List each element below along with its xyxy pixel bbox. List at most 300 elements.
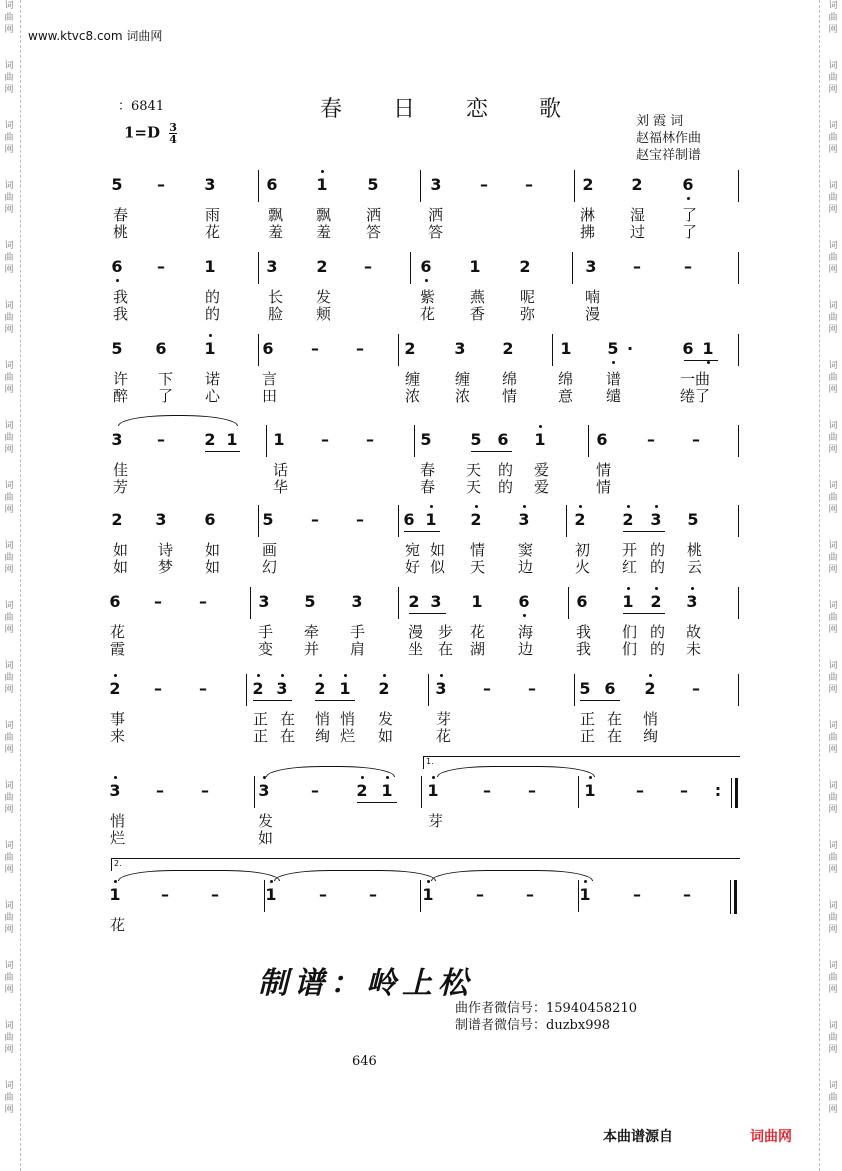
note: – [526,885,534,904]
barline [738,505,739,537]
watermark-mark: 词 曲 网 [828,1081,838,1115]
lyric-syllable: 如 [205,541,221,559]
lyric-syllable: 正 [253,727,269,745]
barline [398,587,399,619]
barline [258,170,259,202]
right-border-line [819,0,820,1171]
note: – [369,885,377,904]
lyric-syllable: 悄 [340,710,356,728]
note: – [480,175,488,194]
note: – [319,885,327,904]
lyric-syllable: 悄 [315,710,331,728]
lyric-syllable: 花 [420,305,436,323]
high-octave-dot [321,170,324,173]
lyric-syllable: 春 [420,461,436,479]
watermark-mark: 词 曲 网 [4,1021,14,1055]
lyric-syllable: 绵 [558,370,574,388]
note: 2 [502,339,514,358]
lyric-syllable: 红 [622,558,638,576]
lyric-syllable: 缱 [606,387,622,405]
lyric-syllable: 如 [430,541,446,559]
eighth-underline [205,451,240,452]
lyric-syllable: 情 [596,461,612,479]
watermark-mark: 词 曲 网 [4,121,14,155]
lyric-syllable: 窦 [518,541,534,559]
note: 1 [422,885,434,904]
note: – [633,885,641,904]
lyric-syllable: 手 [350,623,366,641]
lyric-syllable: 漫 [408,623,424,641]
lyric-syllable: 洒 [366,206,382,224]
high-octave-dot [209,334,212,337]
note: 1 [316,175,328,194]
lyric-syllable: 悄 [643,710,659,728]
note: 3 [109,781,121,800]
lyric-syllable: 如 [258,829,274,847]
note: 2 [622,510,634,529]
low-octave-dot [425,279,428,282]
barline [420,170,421,202]
note: 1 [469,257,481,276]
note: – [476,885,484,904]
lyric-syllable: 霞 [110,640,126,658]
eighth-underline [684,360,718,361]
note: 1 [339,679,351,698]
note: 6 [596,430,608,449]
low-octave-dot [707,361,710,364]
watermark-mark: 词 曲 网 [4,901,14,935]
note: 5 [262,510,274,529]
key-label: 1=D [124,123,161,142]
note: – [311,781,319,800]
high-octave-dot [430,505,433,508]
engraver-signature: 制谱：岭上松 [258,966,474,1001]
note: 2 [111,510,123,529]
time-signature [169,122,177,145]
lyric-syllable: 过 [630,223,646,241]
watermark-mark: 词 曲 网 [4,1081,14,1115]
lyric-syllable: 芽 [428,812,444,830]
lyric-syllable: 雨 [205,206,221,224]
note: – [364,257,372,276]
barline [738,170,739,202]
lyric-syllable: 飘 [316,206,332,224]
note: – [528,679,536,698]
lyric-syllable: 绚 [315,727,331,745]
note: 5 [111,175,123,194]
note: 6 [204,510,216,529]
watermark-mark: 词 曲 网 [828,1021,838,1055]
lyric-syllable: 故 [686,623,702,641]
lyric-syllable: 变 [258,640,274,658]
watermark-mark: 词 曲 网 [4,781,14,815]
lyric-syllable: 我 [576,640,592,658]
note: 5 [111,339,123,358]
high-octave-dot [523,505,526,508]
high-octave-dot [627,587,630,590]
lyric-syllable: 的 [205,305,221,323]
barline [566,505,567,537]
lyric-syllable: 喃 [585,288,601,306]
note: 6 [111,257,123,276]
lyric-syllable: 的 [650,623,666,641]
note: – [311,339,319,358]
note: – [157,430,165,449]
note: – [199,592,207,611]
lyric-syllable: 发 [316,288,332,306]
slur [118,870,280,881]
credits [636,113,701,164]
watermark-mark: 词 曲 网 [4,541,14,575]
barline [414,425,415,457]
lyric-syllable: 紫 [420,288,436,306]
note: 6 [109,592,121,611]
note: 2 [109,679,121,698]
lyric-syllable: 梦 [158,558,174,576]
high-octave-dot [691,587,694,590]
lyric-syllable: 事 [110,710,126,728]
note: 6 [262,339,274,358]
lyric-syllable: 天 [470,558,486,576]
note: 1 [425,510,437,529]
lyric-syllable: 诗 [158,541,174,559]
lyric-syllable: 呢 [520,288,536,306]
note: – [311,510,319,529]
note: – [154,679,162,698]
note: 3 [686,592,698,611]
eighth-underline [315,700,355,701]
note: – [683,885,691,904]
lyric-syllable: 如 [205,558,221,576]
high-octave-dot [539,425,542,428]
lyric-syllable: 如 [113,558,129,576]
note: 1 [109,885,121,904]
eighth-underline [253,700,292,701]
note: – [157,257,165,276]
note: 2 [582,175,594,194]
lyric-syllable: 脸 [268,305,284,323]
final-barline-thick [734,880,737,914]
low-octave-dot [523,614,526,617]
lyric-syllable: 香 [470,305,486,323]
note: 5 [304,592,316,611]
lyric-syllable: 发 [378,710,394,728]
barline [574,170,575,202]
lyric-syllable: 坐 [408,640,424,658]
barline [552,334,553,366]
barline [738,425,739,457]
note: 6 [682,175,694,194]
lyric-syllable: 了 [682,223,698,241]
barline [738,587,739,619]
note: – [692,430,700,449]
barline [421,776,422,808]
note: – [647,430,655,449]
watermark-mark: 词 曲 网 [4,361,14,395]
lyric-syllable: 如 [113,541,129,559]
barline [250,587,251,619]
lyric-syllable: 的 [498,478,514,496]
eighth-underline [623,531,665,532]
lyric-syllable: 情 [502,387,518,405]
barline [258,334,259,366]
note: 6 [420,257,432,276]
repeat-barline-thin [731,778,732,808]
lyric-syllable: 弥 [520,305,536,323]
lyric-syllable: 爱 [534,478,550,496]
lyric-syllable: 燕 [470,288,486,306]
watermark-mark: 词 曲 网 [828,61,838,95]
watermark-mark: 词 曲 网 [4,301,14,335]
lyric-syllable: 烂 [110,829,126,847]
eighth-underline [623,613,665,614]
time-numerator: 3 [169,121,177,134]
high-octave-dot [432,776,435,779]
lyric-syllable: 春 [420,478,436,496]
lyric-syllable: 许 [113,370,129,388]
lyric-syllable: 烂 [340,727,356,745]
lyric-syllable: 肩 [350,640,366,658]
note: 1 [579,885,591,904]
key-signature [124,122,177,145]
lyric-syllable: 下 [158,370,174,388]
note: 1 [204,257,216,276]
lyric-syllable: 芳 [113,478,129,496]
note: – [157,175,165,194]
high-octave-dot [319,674,322,677]
lyric-syllable: 了 [158,387,174,405]
lyric-syllable: 好 [405,558,421,576]
lyric-syllable: 飘 [268,206,284,224]
lyric-syllable: 田 [262,387,278,405]
lyric-syllable: 并 [304,640,320,658]
lyric-syllable: 浓 [455,387,471,405]
lyric-syllable: 海 [518,623,534,641]
lyric-syllable: 在 [438,640,454,658]
high-octave-dot [344,674,347,677]
lyric-syllable: 的 [650,558,666,576]
note: 1 [427,781,439,800]
slur [266,766,395,777]
lyric-syllable: 悄 [110,812,126,830]
note: 3 [430,175,442,194]
page-number: 646 [352,1054,377,1069]
lyric-syllable: 芽 [436,710,452,728]
note: – [356,339,364,358]
note: 6 [682,339,694,358]
lyric-syllable: 如 [378,727,394,745]
lyric-syllable: 我 [113,288,129,306]
note: 3 [111,430,123,449]
time-denominator: 4 [169,133,177,146]
note: 1 [584,781,596,800]
barline [568,587,569,619]
lyric-syllable: 初 [575,541,591,559]
song-code: ：6841 [118,99,165,114]
lyric-syllable: 火 [575,558,591,576]
lyric-syllable: 羞 [316,223,332,241]
high-octave-dot [114,880,117,883]
lyric-syllable: 手 [258,623,274,641]
watermark-mark: 词 曲 网 [828,781,838,815]
note: 2 [314,679,326,698]
lyric-syllable: 颊 [316,305,332,323]
barline [572,252,573,284]
eighth-underline [580,700,620,701]
lyric-syllable: 花 [110,623,126,641]
note: 2 [356,781,368,800]
note: 2 [519,257,531,276]
watermark-mark: 词 曲 网 [828,1,838,35]
note: 5 [687,510,699,529]
note: 1 [265,885,277,904]
note: 3 [650,510,662,529]
note: 1 [702,339,714,358]
note: 1 [381,781,393,800]
eighth-underline [409,613,446,614]
source-label: 本曲谱源自 [603,1129,673,1145]
watermark-mark: 词 曲 网 [4,421,14,455]
watermark-mark: 词 曲 网 [4,1,14,35]
lyric-syllable: 的 [650,640,666,658]
lyric-syllable: 谱 [606,370,622,388]
note: 3 [454,339,466,358]
lyric-syllable: 似 [430,558,446,576]
final-barline-thin [730,880,731,914]
note: 3 [276,679,288,698]
slur [431,870,593,881]
note: – [525,175,533,194]
note: – [680,781,688,800]
lyric-syllable: 长 [268,288,284,306]
barline [738,674,739,706]
low-octave-dot [687,197,690,200]
note: · [626,339,634,358]
note: – [211,885,219,904]
watermark-mark: 词 曲 网 [4,61,14,95]
lyric-syllable: 心 [205,387,221,405]
repeat-barline-thick [735,778,738,808]
note: 2 [574,510,586,529]
lyric-syllable: 爱 [534,461,550,479]
barline [578,776,579,808]
left-watermark-strip [0,0,18,1171]
lyric-syllable: 绻了 [680,387,711,405]
barline [246,674,247,706]
lyric-syllable: 湿 [630,206,646,224]
eighth-underline [404,531,440,532]
note: 6 [604,679,616,698]
watermark-mark: 词 曲 网 [828,481,838,515]
song-title: 春 日 恋 歌 [320,97,583,122]
watermark-mark: 词 曲 网 [4,481,14,515]
note: 6 [497,430,509,449]
left-border-line [20,0,21,1171]
note: 6 [266,175,278,194]
engraver-wechat: 制谱者微信号：duzbx998 [455,1018,611,1033]
low-octave-dot [612,361,615,364]
note: – [483,781,491,800]
note: 3 [585,257,597,276]
lyric-syllable: 言 [262,370,278,388]
note: – [692,679,700,698]
lyric-syllable: 绵 [502,370,518,388]
lyric-syllable: 桃 [687,541,703,559]
lyric-syllable: 羞 [268,223,284,241]
eighth-underline [357,802,397,803]
lyric-syllable: 诺 [205,370,221,388]
watermark-mark: 词 曲 网 [828,541,838,575]
lyric-syllable: 了 [682,206,698,224]
note: 5 [420,430,432,449]
note: 2 [470,510,482,529]
note: 2 [631,175,643,194]
lyric-syllable: 拂 [580,223,596,241]
note: 3 [258,781,270,800]
second-ending-bracket: 2. [111,858,740,871]
high-octave-dot [440,674,443,677]
slur [274,870,436,881]
site-url[interactable]: www.ktvc8.com 词曲网 [28,29,163,43]
note: – [199,679,207,698]
lyricist-credit: 刘 霞 词 [636,114,684,129]
lyric-syllable: 花 [470,623,486,641]
barline [428,674,429,706]
lyric-syllable: 在 [607,710,623,728]
note: – [156,781,164,800]
lyric-syllable: 洒 [428,206,444,224]
note: – [366,430,374,449]
lyric-syllable: 华 [273,478,289,496]
barline [410,252,411,284]
watermark-mark: 词 曲 网 [4,181,14,215]
lyric-syllable: 花 [205,223,221,241]
watermark-mark: 词 曲 网 [4,961,14,995]
lyric-syllable: 画 [262,541,278,559]
lyric-syllable: 我 [113,305,129,323]
lyric-syllable: 天 [466,478,482,496]
note: – [483,679,491,698]
watermark-mark: 词 曲 网 [828,301,838,335]
note: 3 [351,592,363,611]
note: 3 [435,679,447,698]
note: – [684,257,692,276]
watermark-mark: 词 曲 网 [828,721,838,755]
lyric-syllable: 在 [280,727,296,745]
lyric-syllable: 答 [366,223,382,241]
note: 3 [204,175,216,194]
brand-link[interactable]: 词曲网 [750,1129,792,1145]
lyric-syllable: 未 [686,640,702,658]
high-octave-dot [627,505,630,508]
lyric-syllable: 在 [607,727,623,745]
watermark-mark: 词 曲 网 [828,241,838,275]
watermark-mark: 词 曲 网 [4,661,14,695]
note: 2 [316,257,328,276]
note: 6 [518,592,530,611]
lyric-syllable: 的 [498,461,514,479]
note: – [321,430,329,449]
lyric-syllable: 边 [518,558,534,576]
note: 5 [579,679,591,698]
barline [578,880,579,912]
note: 1 [471,592,483,611]
note: 3 [266,257,278,276]
note: 6 [403,510,415,529]
watermark-mark: 词 曲 网 [828,361,838,395]
note: 2 [204,430,216,449]
barline [420,880,421,912]
